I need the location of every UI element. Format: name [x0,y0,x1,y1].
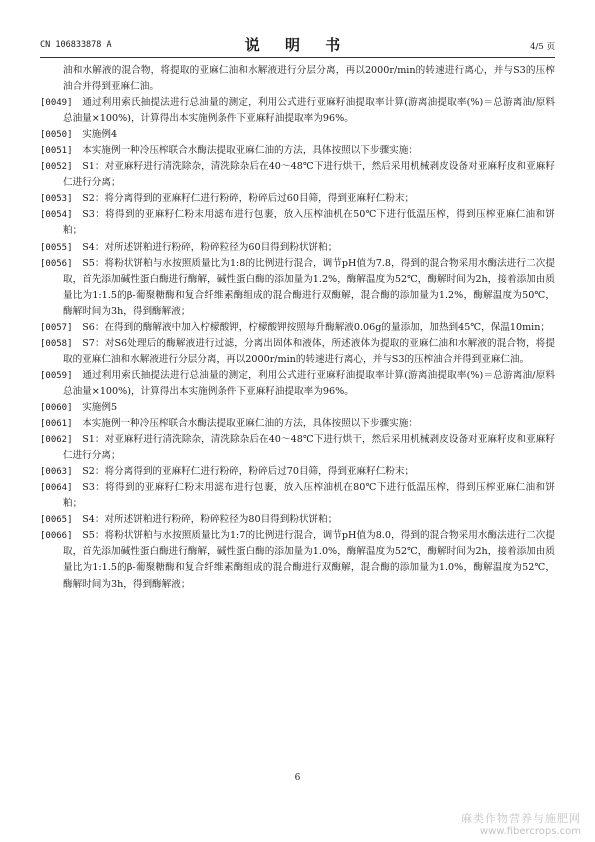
watermark-text: 麻类作物营养与施肥网 [461,812,581,825]
paragraph [40,336,555,368]
paragraph-text: 本实施例一种冷压榨联合水酶法提取亚麻仁油的方法，具体按照以下步骤实施： [82,145,418,157]
paragraph [40,464,555,480]
watermark-url: www.fibercrops.com [479,826,581,837]
paragraph-number: [0057] [40,322,73,333]
paragraph-number: [0052] [40,162,73,173]
paragraph-text: S5：将粉状饼粕与水按照质量比为1:8的比例进行混合，调节pH值为7.8，得到的混合物采用水酶法进行二次提取，首先添加碱性蛋白酶进行酶解，碱性蛋白酶的添加量为1.2%，酶解温度为52℃，酶解时间为2h，接着添加由质量比为1:1.5的β-葡聚糖酶和复合纤维素酶组成的混合酶进行双酶解，混合酶的添加量为1.2%，酶解温度为50℃，酶解时间为3h，得到酶解液； [63,257,555,317]
paragraph-text: S4：对所述饼粕进行粉碎，粉碎粒径为60目得到粉状饼粕； [82,241,338,253]
paragraph-number: [0060] [40,402,73,413]
page-indicator: 4/5 页 [530,42,555,52]
document-id: CN 106833878 A [40,40,112,50]
paragraph-number: [0061] [40,419,73,430]
page-number: 6 [294,773,301,783]
paragraph-text: S4：对所述饼粕进行粉碎，粉碎粒径为80目得到粉状饼粕； [82,514,338,526]
paragraph [40,256,555,320]
paragraph-number: [0053] [40,194,73,205]
paragraph [40,240,555,256]
paragraph-number: [0056] [40,258,73,269]
page-header [40,34,555,52]
paragraph-text: S3：将得到的亚麻籽仁粉末用滤布进行包裹，放入压榨油机在80℃下进行低温压榨，得到压榨亚麻仁油和饼粕； [63,482,555,510]
paragraph-number: [0063] [40,467,73,478]
paragraph [40,416,555,432]
paragraph-text: 实施例4 [82,129,118,141]
paragraph [40,320,555,336]
paragraph-text: S1：对亚麻籽进行清洗除杂，清洗除杂后在40～48℃下进行烘干，然后采用机械剥皮设备对亚麻籽皮和亚麻籽仁进行分离； [63,434,555,462]
paragraph [40,512,555,528]
paragraph-text: 通过利用索氏抽提法进行总油量的测定，利用公式进行亚麻籽油提取率计算(游离油提取率(%)＝总游离油/原料总油量×100%)，计算得出本实施例条件下亚麻籽油提取率为96%。 [63,369,555,397]
paragraph-number: [0066] [40,531,73,542]
paragraph [40,400,555,416]
watermark [461,810,581,837]
paragraph [40,95,555,127]
paragraph [40,480,555,512]
paragraph-text: S7：对S6处理后的酶解液进行过滤，分离出固体和液体，所述液体为提取的亚麻仁油和水解液的混合物，将提取的亚麻仁油和水解液进行分层分离，再以2000r/min的转速进行离心，并与S3的压榨油合并得到亚麻仁油。 [63,337,555,365]
paragraph-number: [0058] [40,338,73,349]
paragraph-text: S2：将分离得到的亚麻籽仁进行粉碎，粉碎后过70目筛，得到亚麻籽仁粉末； [82,466,415,478]
paragraph-number: [0054] [40,210,73,221]
paragraph [40,127,555,143]
page-title: 说 明 书 [244,36,351,54]
paragraph-text: S6：在得到的酶解液中加入柠檬酸钾，柠檬酸钾按照每升酶解液0.06g的量添加，加热到45℃，保温10min； [82,321,551,333]
paragraph [40,432,555,464]
paragraph-text: S3：将得到的亚麻籽仁粉末用滤布进行包裹，放入压榨油机在50℃下进行低温压榨，得到压榨亚麻仁油和饼粕； [63,209,555,237]
paragraph-number: [0062] [40,435,73,446]
paragraph [40,143,555,159]
paragraph-text: 本实施例一种冷压榨联合水酶法提取亚麻仁油的方法，具体按照以下步骤实施： [82,418,418,430]
paragraph [40,368,555,400]
paragraph [40,191,555,207]
paragraph [40,159,555,191]
paragraph-number: [0065] [40,515,73,526]
paragraph-number: [0051] [40,146,73,157]
paragraph [40,207,555,239]
paragraph-text: S5：将粉状饼粕与水按照质量比为1:7的比例进行混合，调节pH值为8.0，得到的混合物采用水酶法进行二次提取，首先添加碱性蛋白酶进行酶解，碱性蛋白酶的添加量为1.0%，酶解温度为52℃，酶解时间为2h，接着添加由质量比为1:1.5的β-葡聚糖酶和复合纤维素酶组成的混合酶进行双酶解，混合酶的添加量为1.0%，酶解温度为52℃，酶解时间为3h，得到酶解液； [63,530,555,590]
paragraph-number: [0059] [40,370,73,381]
paragraph-number: [0064] [40,483,73,494]
paragraph [40,528,555,592]
paragraph-number: [0049] [40,98,73,109]
paragraph-number: [0055] [40,242,73,253]
document-body [40,63,555,593]
paragraph-text: 实施例5 [82,401,118,413]
paragraph-text: S1：对亚麻籽进行清洗除杂，清洗除杂后在40～48℃下进行烘干，然后采用机械剥皮设备对亚麻籽皮和亚麻籽仁进行分离； [63,161,555,189]
header-rule [40,57,555,58]
paragraph-number: [0050] [40,130,73,141]
continuation-text: 油和水解液的混合物，将提取的亚麻仁油和水解液进行分层分离，再以2000r/min的转速进行离心，并与S3的压榨油合并得到亚麻仁油。 [63,65,555,93]
paragraph-text: 通过利用索氏抽提法进行总油量的测定，利用公式进行亚麻籽油提取率计算(游离油提取率(%)＝总游离油/原料总油量×100%)，计算得出本实施例条件下亚麻籽油提取率为96%。 [63,97,555,125]
paragraph-text: S2：将分离得到的亚麻籽仁进行粉碎，粉碎后过60目筛，得到亚麻籽仁粉末； [82,193,415,205]
